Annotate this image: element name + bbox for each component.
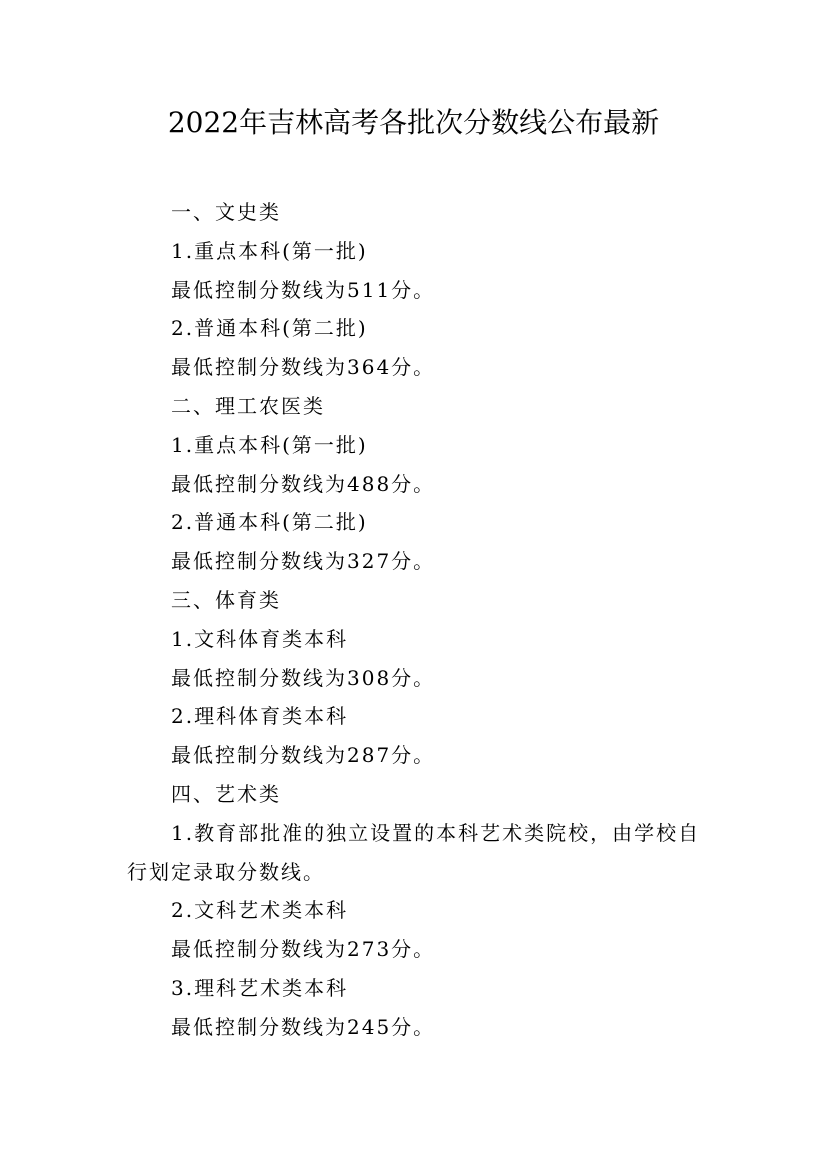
document-body bbox=[127, 193, 707, 1047]
list-item: 1.重点本科(第一批) bbox=[171, 238, 368, 263]
section-heading-sports: 三、体育类 bbox=[171, 587, 281, 612]
score-line: 最低控制分数线为308分。 bbox=[171, 665, 436, 690]
document-title: 2022年吉林高考各批次分数线公布最新 bbox=[167, 106, 660, 139]
list-item: 1.文科体育类本科 bbox=[171, 626, 349, 651]
list-item: 1.重点本科(第一批) bbox=[171, 432, 368, 457]
list-item: 2.文科艺术类本科 bbox=[171, 898, 349, 923]
list-item: 2.普通本科(第二批) bbox=[171, 510, 368, 535]
list-item-paragraph: 1.教育部批准的独立设置的本科艺术类院校，由学校自行划定录取分数线。 bbox=[127, 820, 701, 884]
score-line: 最低控制分数线为273分。 bbox=[171, 937, 436, 962]
section-heading-liberal-arts: 一、文史类 bbox=[171, 200, 281, 224]
score-line: 最低控制分数线为287分。 bbox=[171, 743, 436, 768]
score-line: 最低控制分数线为245分。 bbox=[171, 1014, 436, 1039]
list-item: 2.理科体育类本科 bbox=[171, 704, 349, 729]
score-line: 最低控制分数线为364分。 bbox=[171, 355, 436, 380]
list-item: 2.普通本科(第二批) bbox=[171, 316, 368, 341]
score-line: 最低控制分数线为488分。 bbox=[171, 471, 436, 496]
section-heading-arts: 四、艺术类 bbox=[171, 781, 281, 806]
list-item: 3.理科艺术类本科 bbox=[171, 975, 349, 1000]
score-line: 最低控制分数线为511分。 bbox=[171, 277, 436, 302]
score-line: 最低控制分数线为327分。 bbox=[171, 549, 436, 574]
section-heading-science: 二、理工农医类 bbox=[171, 393, 325, 418]
